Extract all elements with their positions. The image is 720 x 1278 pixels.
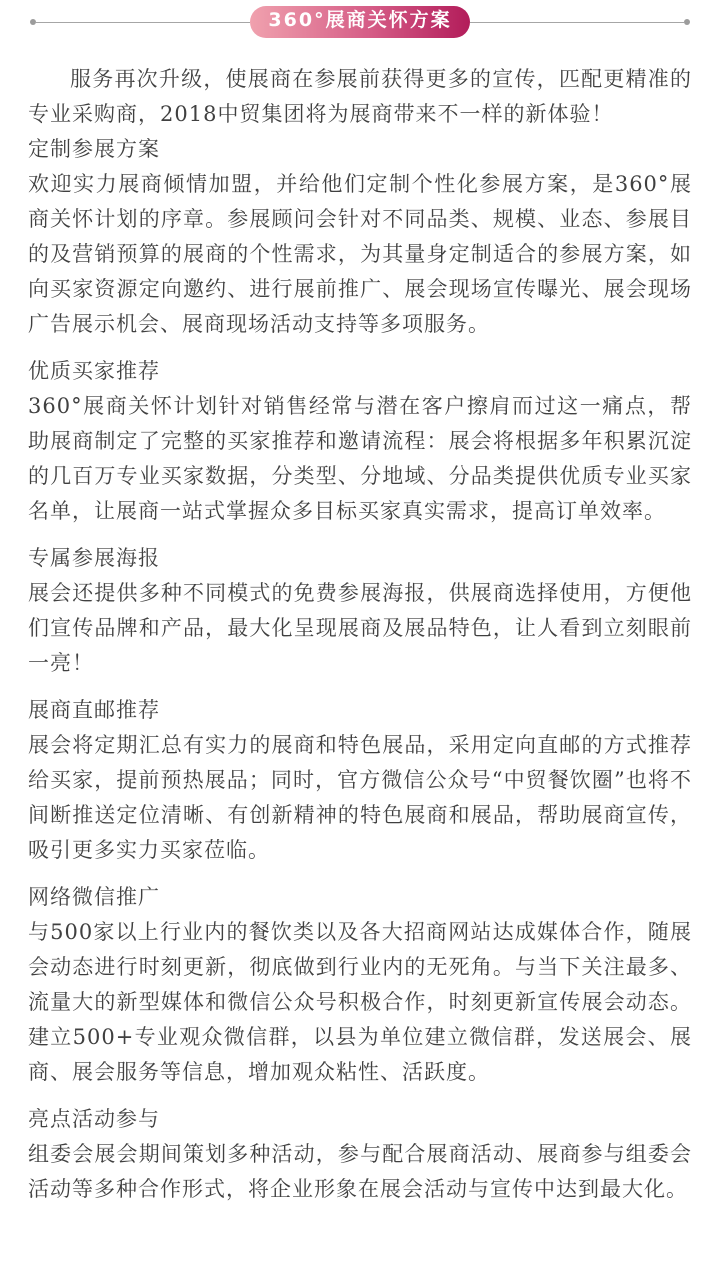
rule-end-dot-right bbox=[684, 19, 690, 25]
section-body: 展会将定期汇总有实力的展商和特色展品，采用定向直邮的方式推荐给买家，提前预热展品；同时，官方微信公众号“中贸餐饮圈”也将不间断推送定位清晰、有创新精神的特色展商和展品，帮助展商宣传，吸引更多实力买家莅临。 bbox=[28, 733, 692, 862]
header-rule-right bbox=[470, 22, 684, 23]
section-body: 展会还提供多种不同模式的免费参展海报，供展商选择使用，方便他们宣传品牌和产品，最大化呈现展商及展品特色，让人看到立刻眼前一亮！ bbox=[28, 581, 692, 675]
section-heading: 展商直邮推荐 bbox=[28, 698, 160, 722]
section-direct-mail bbox=[28, 693, 692, 868]
section-body: 组委会展会期间策划多种活动，参与配合展商活动、展商参与组委会活动等多种合作形式，将企业形象在展会活动与宣传中达到最大化。 bbox=[28, 1142, 692, 1201]
section-heading: 亮点活动参与 bbox=[28, 1107, 160, 1131]
section-heading: 专属参展海报 bbox=[28, 546, 160, 570]
section-highlight-activities bbox=[28, 1102, 692, 1207]
page-title: 360°展商关怀方案 bbox=[268, 9, 452, 32]
section-heading: 优质买家推荐 bbox=[28, 359, 160, 383]
page-header bbox=[0, 0, 720, 44]
intro-paragraph: 服务再次升级，使展商在参展前获得更多的宣传，匹配更精准的专业采购商，2018中贸集团将为展商带来不一样的新体验！ bbox=[28, 67, 692, 126]
section-wechat-promotion bbox=[28, 880, 692, 1090]
section-body: 欢迎实力展商倾情加盟，并给他们定制个性化参展方案，是360°展商关怀计划的序章。参展顾问会针对不同品类、规模、业态、参展目的及营销预算的展商的个性需求，为其量身定制适合的参展方案，如向买家资源定向邀约、进行展前推广、展会现场宣传曝光、展会现场广告展示机会、展商现场活动支持等多项服务。 bbox=[28, 172, 692, 336]
section-exclusive-poster bbox=[28, 541, 692, 681]
section-body: 360°展商关怀计划针对销售经常与潜在客户擦肩而过这一痛点，帮助展商制定了完整的买家推荐和邀请流程：展会将根据多年积累沉淀的几百万专业买家数据，分类型、分地域、分品类提供优质专业买家名单，让展商一站式掌握众多目标买家真实需求，提高订单效率。 bbox=[28, 394, 692, 523]
section-custom-plan bbox=[28, 132, 692, 342]
title-badge bbox=[250, 6, 469, 38]
header-rule-left bbox=[36, 22, 250, 23]
section-heading: 定制参展方案 bbox=[28, 137, 160, 161]
section-heading: 网络微信推广 bbox=[28, 885, 160, 909]
article-body bbox=[28, 62, 692, 1207]
section-buyer-recommendation bbox=[28, 354, 692, 529]
section-body: 与500家以上行业内的餐饮类以及各大招商网站达成媒体合作，随展会动态进行时刻更新，彻底做到行业内的无死角。与当下关注最多、流量大的新型媒体和微信公众号积极合作，时刻更新宣传展会动态。建立500+专业观众微信群，以县为单位建立微信群，发送展会、展商、展会服务等信息，增加观众粘性、活跃度。 bbox=[28, 920, 692, 1084]
